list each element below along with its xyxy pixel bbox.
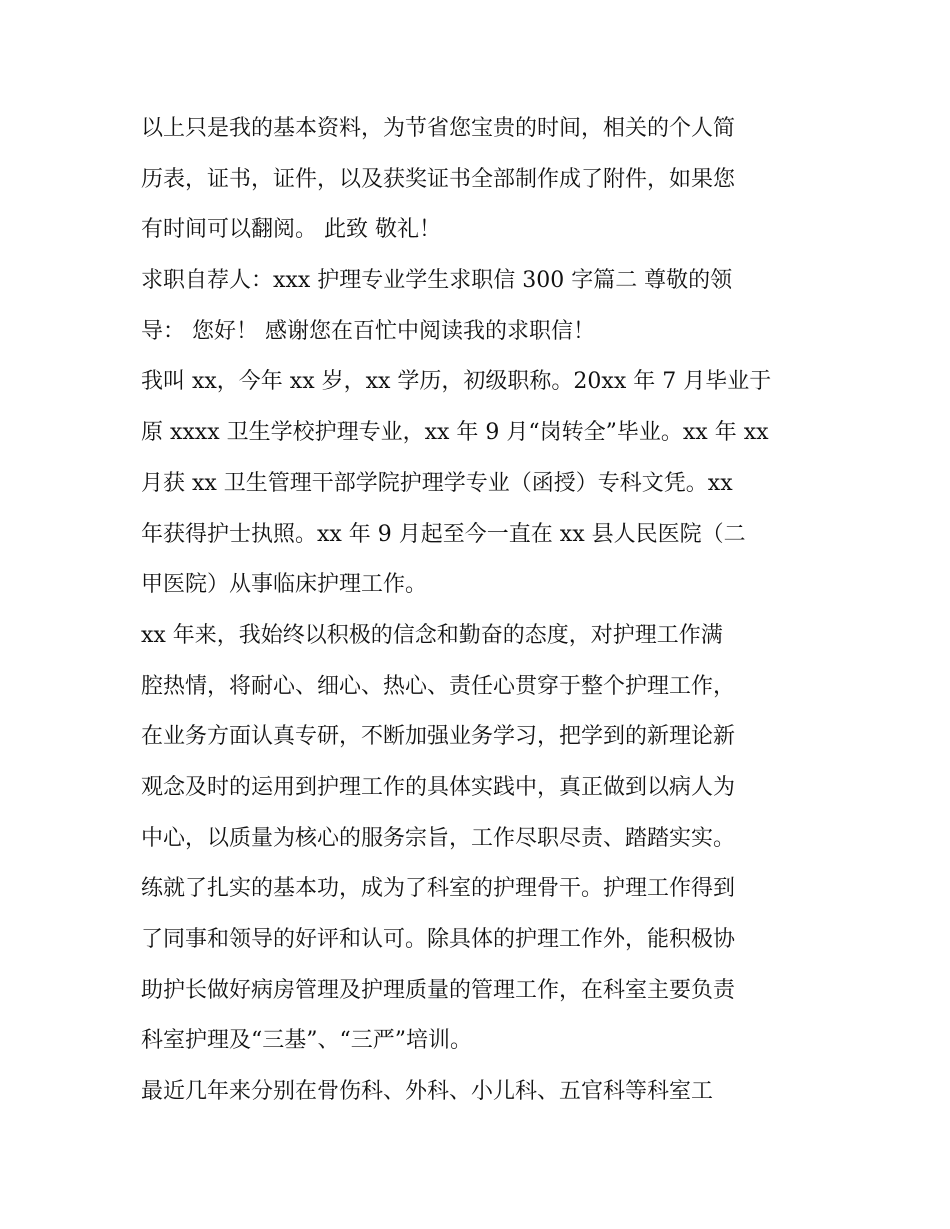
text-line: 原 xxxx 卫生学校护理专业，xx 年 9 月“岗转全”毕业。xx 年 xx [141, 420, 769, 446]
text-line: 助护长做好病房管理及护理质量的管理工作，在科室主要负责 [141, 977, 736, 1003]
text-line: 在业务方面认真专研，不断加强业务学习，把学到的新理论新 [141, 724, 736, 750]
text-line: 以上只是我的基本资料，为节省您宝贵的时间，相关的个人简 [141, 116, 736, 141]
text-line: 腔热情，将耐心、细心、热心、责任心贯穿于整个护理工作， [141, 673, 736, 699]
text-line: 甲医院）从事临床护理工作。 [141, 572, 428, 598]
letter-body [141, 104, 813, 1118]
text-line: 中心，以质量为核心的服务宗旨，工作尽职尽责、踏踏实实。 [141, 825, 736, 851]
text-line: 科室护理及“三基”、“三严”培训。 [141, 1028, 472, 1054]
text-line: 我叫 xx，今年 xx 岁，xx 学历，初级职称。20xx 年 7 月毕业于 [141, 369, 772, 395]
text-line: 最近几年来分别在骨伤科、外科、小儿科、五官科等科室工 [141, 1079, 714, 1105]
text-line: xx 年来，我始终以积极的信念和勤奋的态度，对护理工作满 [141, 622, 723, 648]
text-line: 求职自荐人：xxx 护理专业学生求职信 300 字篇二 尊敬的领 [141, 268, 733, 294]
text-line: 有时间可以翻阅。 此致 敬礼！ [141, 217, 441, 243]
text-line: 导： 您好！ 感谢您在百忙中阅读我的求职信！ [141, 318, 595, 344]
text-line: 历表，证书，证件，以及获奖证书全部制作成了附件，如果您 [141, 166, 736, 192]
text-line: 观念及时的运用到护理工作的具体实践中，真正做到以病人为 [141, 774, 736, 800]
text-line: 年获得护士执照。xx 年 9 月起至今一直在 xx 县人民医院（二 [141, 521, 746, 547]
text-line: 月获 xx 卫生管理干部学院护理学专业（函授）专科文凭。xx [141, 470, 733, 496]
text-line: 了同事和领导的好评和认可。除具体的护理工作外，能积极协 [141, 927, 736, 952]
text-line: 练就了扎实的基本功，成为了科室的护理骨干。护理工作得到 [141, 876, 736, 902]
